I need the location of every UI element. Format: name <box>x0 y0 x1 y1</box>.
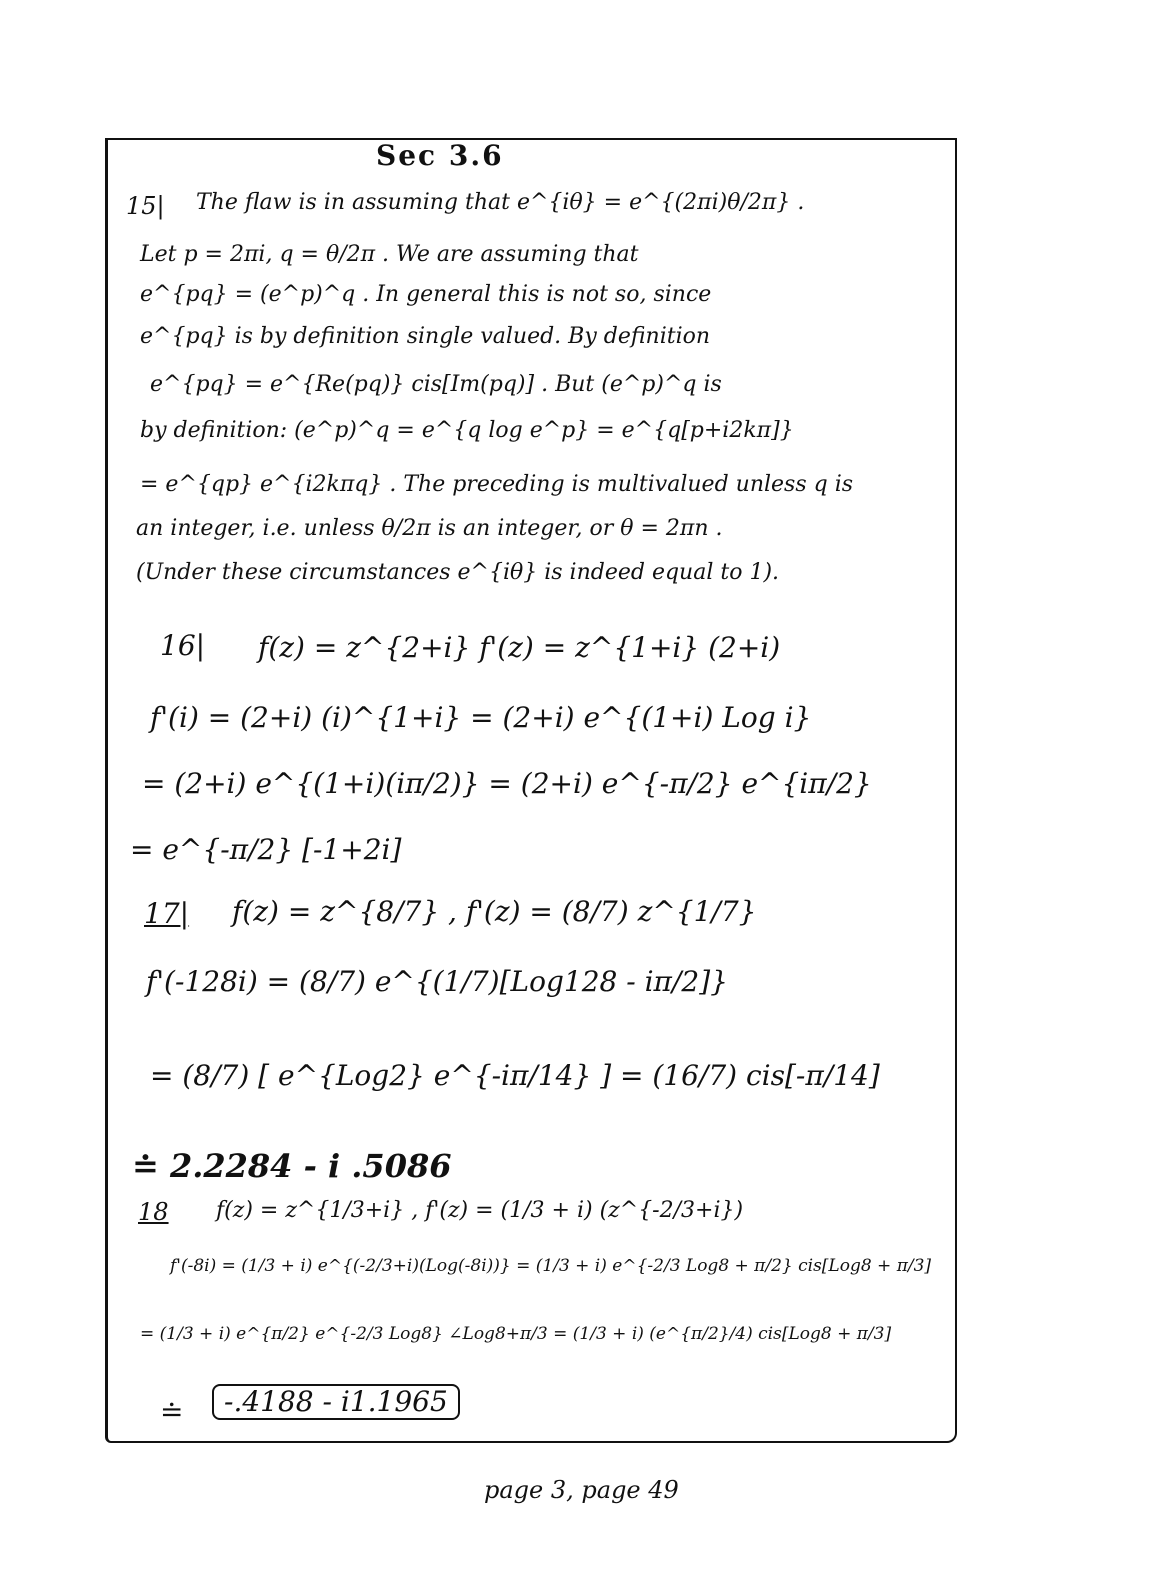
problem-15-number: 15| <box>126 192 165 220</box>
problem-18-line-1: f(z) = z^{1/3+i} , f'(z) = (1/3 + i) (z^{-2/3+i}) <box>216 1198 744 1223</box>
problem-15-line-8: an integer, i.e. unless θ/2π is an integer, or θ = 2πn . <box>136 516 723 541</box>
problem-15-line-3: e^{pq} = (e^p)^q . In general this is not so, since <box>140 282 712 307</box>
problem-15-line-1: The flaw is in assuming that e^{iθ} = e^{(2πi)θ/2π} . <box>196 190 805 215</box>
section-title: Sec 3.6 <box>376 139 504 172</box>
problem-17-line-3: = (8/7) [ e^{Log2} e^{-iπ/14} ] = (16/7) cis[-π/14] <box>150 1059 880 1092</box>
problem-17-line-2: f'(-128i) = (8/7) e^{(1/7)[Log128 - iπ/2]} <box>146 965 728 998</box>
problem-16-line-3: = (2+i) e^{(1+i)(iπ/2)} = (2+i) e^{-π/2} e^{iπ/2} <box>142 767 872 800</box>
problem-18-number: 18 <box>138 1198 169 1226</box>
problem-18-line-3: = (1/3 + i) e^{π/2} e^{-2/3 Log8} ∠Log8+π/3 = (1/3 + i) (e^{π/2}/4) cis[Log8 + π/3] <box>140 1324 892 1344</box>
problem-15-line-5: e^{pq} = e^{Re(pq)} cis[Im(pq)] . But (e^p)^q is <box>150 372 722 397</box>
problem-15-line-2: Let p = 2πi, q = θ/2π . We are assuming that <box>140 242 639 267</box>
problem-17-line-4: ≐ 2.2284 - i .5086 <box>132 1147 452 1185</box>
problem-16-number: 16| <box>160 629 206 662</box>
page-footer: page 3, page 49 <box>484 1476 679 1504</box>
problem-18-line-2: f'(-8i) = (1/3 + i) e^{(-2/3+i)(Log(-8i))} = (1/3 + i) e^{-2/3 Log8 + π/2} cis[Log8 + π/3] <box>170 1256 932 1276</box>
problem-15-line-4: e^{pq} is by definition single valued. By definition <box>140 324 711 349</box>
problem-17-line-1: f(z) = z^{8/7} , f'(z) = (8/7) z^{1/7} <box>232 895 757 928</box>
problem-15-line-7: = e^{qp} e^{i2kπq} . The preceding is multivalued unless q is <box>140 472 854 497</box>
problem-16-line-4: = e^{-π/2} [-1+2i] <box>130 833 402 866</box>
problem-18-answer-prefix: ≐ <box>160 1395 184 1428</box>
problem-15-line-6: by definition: (e^p)^q = e^{q log e^p} = e^{q[p+i2kπ]} <box>140 418 794 443</box>
problem-18-answer: -.4188 - i1.1965 <box>212 1384 460 1420</box>
problem-16-line-1: f(z) = z^{2+i} f'(z) = z^{1+i} (2+i) <box>258 631 781 664</box>
problem-15-line-9: (Under these circumstances e^{iθ} is indeed equal to 1). <box>136 560 780 585</box>
problem-16-line-2: f'(i) = (2+i) (i)^{1+i} = (2+i) e^{(1+i) Log i} <box>150 701 812 734</box>
problem-17-number: 17| <box>144 897 190 930</box>
